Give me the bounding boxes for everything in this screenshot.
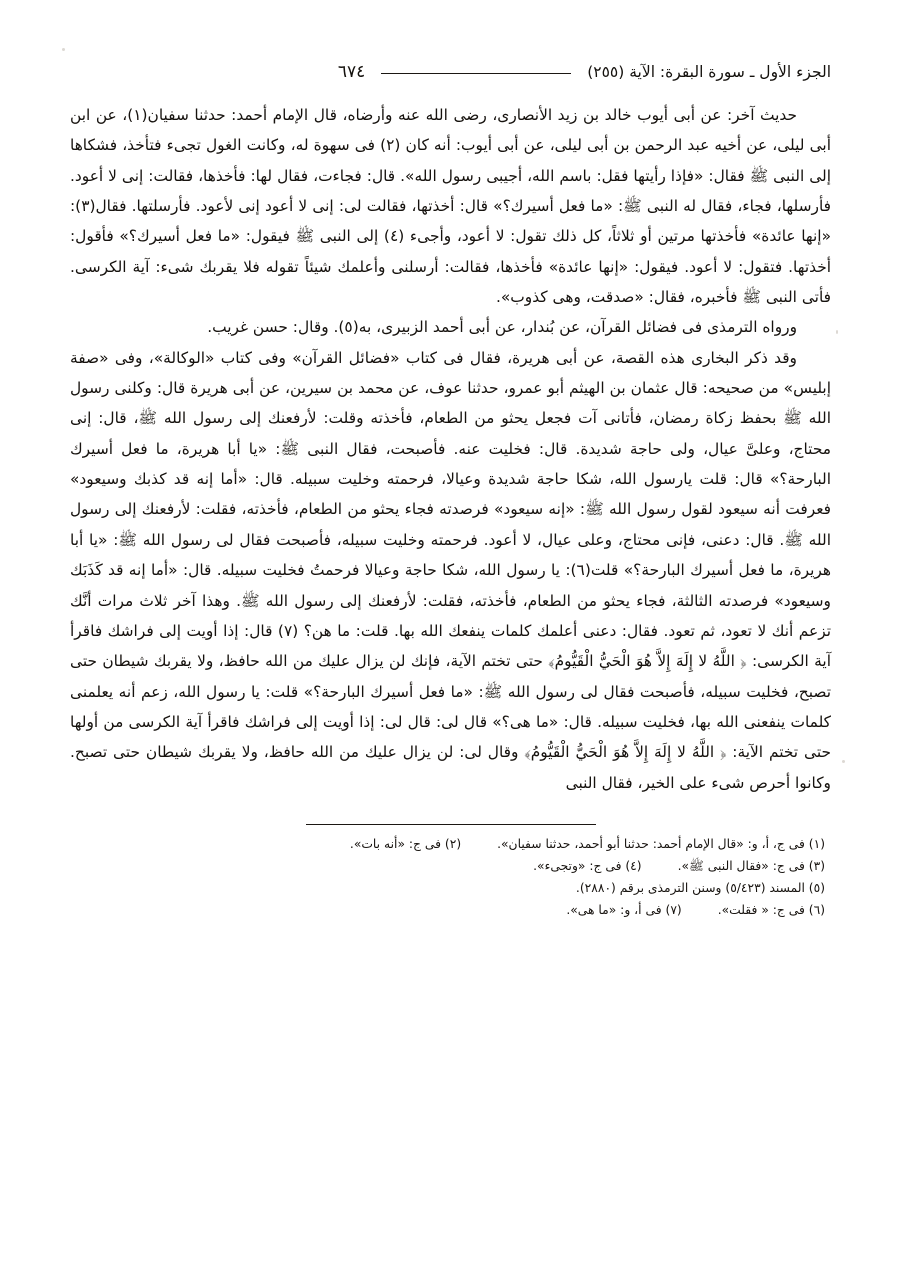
header-title: الجزء الأول ـ سورة البقرة: الآية (٢٥٥)	[587, 63, 831, 81]
body-text	[70, 100, 831, 798]
footnote-3: (٣) فى ج: «فقال النبى ﷺ».	[677, 858, 825, 873]
footnote-1: (١) فى ج، أ، و: «قال الإمام أحمد: حدثنا أبو أحمد، حدثنا سفيان».	[497, 836, 825, 851]
footnote-row	[70, 834, 831, 856]
scan-speck	[842, 760, 845, 763]
paragraph-2: ورواه الترمذى فى فضائل القرآن، عن بُندار، عن أبى أحمد الزبيرى، به(٥). وقال: حسن غريب.	[207, 318, 797, 337]
page-number: ٦٧٤	[337, 62, 366, 82]
footnote-separator	[306, 824, 596, 825]
footnote-row	[70, 878, 831, 900]
footnote-2: (٢) فى ج: «أنه بات».	[349, 836, 462, 851]
paragraph-1: حديث آخر: عن أبى أيوب خالد بن زيد الأنصارى، رضى الله عنه وأرضاه، قال الإمام أحمد: حدثنا سفيان(١)، عن ابن أبى ليلى، عن أخيه عبد الرحمن بن أبى ليلى، عن أبى أيوب: أنه كان (٢) فى سهوة له، وكانت الغول تجىء فتأخذ، فشكاها إلى النبى ﷺ فقال: «فإذا رأيتها فقل: باسم الله، أجيبى رسول الله». قال: فجاءت، فقال لها: فأخذها، فقالت: إنى لا أعود. فأرسلها، فجاء، فقال له النبى ﷺ: «ما فعل أسيرك؟» قال: أخذتها، فقالت لى: إنى لا أعود إنى لأعود. فأرسلتها. فقال(٣): «إنها عائدة» فأخذتها مرتين أو ثلاثاً، كل ذلك تقول: لا أعود، وأجىء (٤) إلى النبى ﷺ فيقول: «ما فعل أسيرك؟» فأقول: أخذتها. فتقول: لا أعود. فيقول: «إنها عائدة» فأخذها، فقالت: أرسلنى وأعلمك شيئاً تقوله فلا يقربك شىء: آية الكرسى. فأتى النبى ﷺ فأخبره، فقال: «صدقت، وهى كذوب».	[70, 106, 831, 307]
footnotes	[70, 834, 831, 922]
page-header	[70, 62, 831, 82]
header-rule	[381, 73, 571, 74]
scan-speck	[836, 330, 838, 334]
scan-speck	[62, 48, 65, 51]
footnote-7: (٧) فى أ، و: «ما هى».	[566, 902, 682, 917]
footnote-row	[70, 900, 831, 922]
footnote-6: (٦) فى ج: « فقلت».	[717, 902, 825, 917]
footnote-5: (٥) المسند (٥/٤٢٣) وسنن الترمذى برقم (٢٨٨٠).	[575, 880, 825, 895]
paragraph-3: وقد ذكر البخارى هذه القصة، عن أبى هريرة، فقال فى كتاب «فضائل القرآن» وفى كتاب «الوكالة»، وفى «صفة إبليس» من صحيحه: قال عثمان بن الهيثم أبو عمرو، حدثنا عوف، عن محمد بن سيرين، عن أبى هريرة قال: وكلنى رسول الله ﷺ بحفظ زكاة رمضان، فأتانى آت فجعل يحثو من الطعام، فأخذته وقلت: لأرفعنك إلى رسول الله ﷺ، قال: إنى محتاج، وعلىَّ عيال، ولى حاجة شديدة. قال: فخليت عنه. فأصبحت، فقال النبى ﷺ: «يا أبا هريرة، ما فعل أسيرك البارحة؟» قال: قلت يارسول الله، شكا حاجة شديدة وعيالا، فرحمته وخليت سبيله. قال: «أما إنه قد كذبك وسيعود» فعرفت أنه سيعود لقول رسول الله ﷺ: «إنه سيعود» فرصدته فجاء يحثو من الطعام، فأخذته، فقلت: لأرفعنك إلى رسول الله ﷺ. قال: دعنى، فإنى محتاج، وعلى عيال، لا أعود. فرحمته وخليت سبيله، فأصبحت فقال لى رسول الله ﷺ: «يا أبا هريرة، ما فعل أسيرك البارحة؟» قلت(٦): يا رسول الله، شكا حاجة وعيالا فرحمتُ فخليت سبيله. قال: «أما إنه قد كَذَبَك وسيعود» فرصدته الثالثة، فجاء يحثو من الطعام، فأخذته، فقلت: لأرفعنك إلى رسول الله ﷺ. وهذا آخر ثلاث مرات أنَّك تزعم أنك لا تعود، ثم تعود. فقال: دعنى أعلمك كلمات ينفعك الله بها. قلت: ما هن؟ (٧) قال: إذا أويت إلى فراشك فاقرأ آية الكرسى: ﴿ اللَّهُ لا إِلَهَ إِلاَّ هُوَ الْحَيُّ الْقَيُّومُ﴾ حتى تختم الآية، فإنك لن يزال عليك من الله حافظ، ولا يقربك شيطان حتى تصبح، فخليت سبيله، فأصبحت فقال لى رسول الله ﷺ: «ما فعل أسيرك البارحة؟» قلت: يا رسول الله، زعم أنه يعلمنى كلمات ينفعنى الله بها، فخليت سبيله. قال: «ما هى؟» قال لى: قال لى: إذا أويت إلى فراشك فاقرأ آية الكرسى من أولها حتى تختم الآية: ﴿ اللَّهُ لا إِلَهَ إِلاَّ هُوَ الْحَيُّ الْقَيُّومُ﴾ وقال لى: لن يزال عليك من الله حافظ، ولا يقربك شيطان حتى تصبح. وكانوا أحرص شىء على الخير، فقال النبى	[70, 348, 832, 792]
footnote-4: (٤) فى ج: «وتجىء».	[533, 858, 642, 873]
footnote-row	[70, 856, 831, 878]
